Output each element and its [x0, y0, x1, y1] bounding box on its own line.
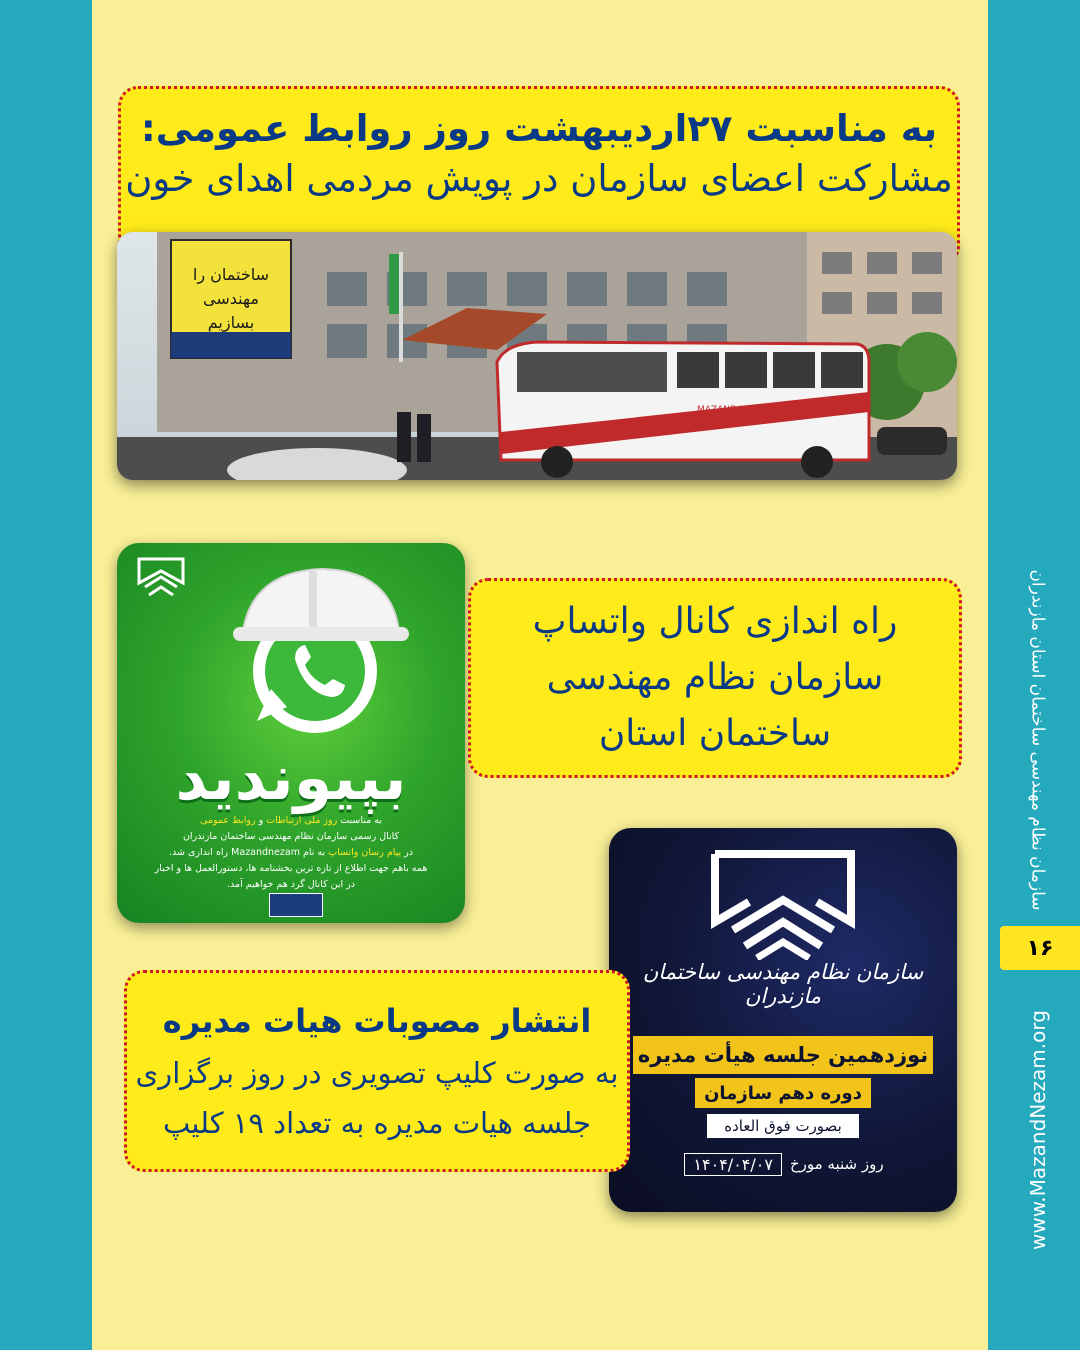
item2-line: ساختمان استان	[598, 713, 832, 754]
meeting-date: روز شنبه مورخ ۱۴۰۴/۰۴/۰۷	[649, 1150, 919, 1178]
news-box-whatsapp	[468, 578, 962, 778]
org-logo-icon	[131, 555, 191, 605]
left-teal-band	[0, 0, 92, 1350]
whatsapp-poster	[117, 543, 465, 923]
subheadline: مشارکت اعضای سازمان در پویش مردمی اهدای خون	[125, 157, 953, 200]
board-meeting-poster	[609, 828, 957, 1212]
poster-badge	[269, 893, 323, 917]
item2-line: سازمان نظام مهندسی	[546, 657, 884, 698]
svg-text:MAZANDARAN BLOOD TRANSFUSION: MAZANDARAN BLOOD TRANSFUSION	[697, 405, 864, 415]
org-logo-icon	[705, 850, 861, 960]
news-box-board-resolutions	[124, 970, 630, 1172]
side-url: www.MazandNezam.org	[1026, 1010, 1050, 1250]
svg-text:بسازیم: بسازیم	[207, 313, 255, 332]
blood-donation-photo	[117, 232, 957, 480]
side-org-title: سازمان نظام مهندسی ساختمان استان مازندران	[1028, 569, 1049, 911]
meeting-period: دوره دهم سازمان	[695, 1078, 871, 1108]
item2-line: راه اندازی کانال واتساپ	[532, 601, 898, 642]
headline: به مناسبت ۲۷اردیبهشت روز روابط عمومی:	[140, 107, 938, 150]
poster-body: به مناسبت روز ملی ارتباطات و روابط عمومی کانال رسمی سازمان نظام مهندسی ساختمان مازندران در پیام رسان واتساپ به نام Mazandnezam راه اندازی شد. همه باهم جهت اطلاع از تازه ترین بخشنامه ها، دستورالعمل ها و اخبار در این کانال گرد هم خواهیم آمد.	[154, 815, 428, 890]
poster-headline: بپیوندید	[175, 741, 407, 814]
page-number: ۱۶	[1000, 926, 1080, 970]
item3-headline: انتشار مصوبات هیات مدیره	[162, 1002, 592, 1040]
meeting-title: نوزدهمین جلسه هیأت مدیره	[633, 1036, 933, 1074]
svg-text:مهندسی: مهندسی	[203, 289, 259, 308]
meeting-type: بصورت فوق العاده	[707, 1114, 859, 1138]
whatsapp-helmet-icon	[213, 561, 413, 741]
item3-line: جلسه هیات مدیره به تعداد ۱۹ کلیپ	[162, 1106, 592, 1140]
org-name: سازمان نظام مهندسی ساختمان مازندران	[642, 960, 924, 1008]
svg-text:ساختمان را: ساختمان را	[192, 265, 270, 284]
item3-line: به صورت کلیپ تصویری در روز برگزاری	[135, 1056, 619, 1090]
